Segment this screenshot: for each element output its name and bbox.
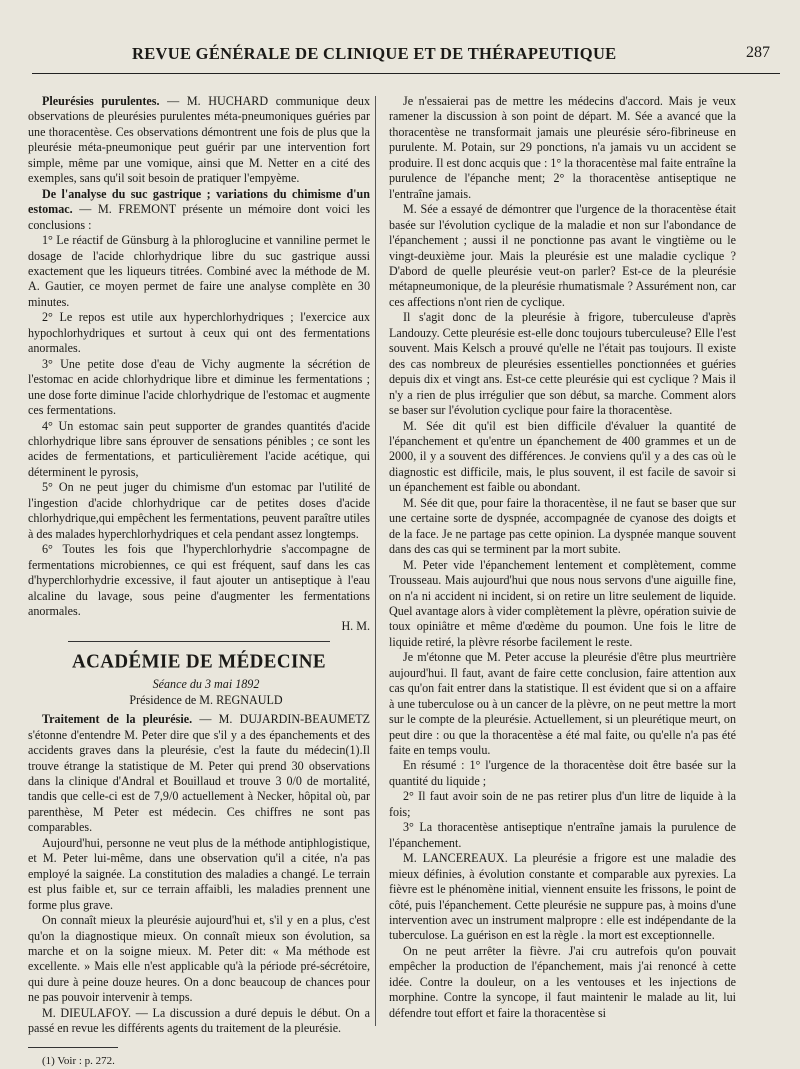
paragraph-r5: M. Sée dit que, pour faire la thoracentèse, il ne faut se baser que sur une certaine sorte de dyspnée, accompagnée de cyanose des doigts et de la face. Je ne partage pas cette opinion. La dyspnée manque souvent dans des cas qui se terminent par la mort subite.	[389, 495, 736, 557]
page-header	[32, 40, 780, 70]
right-column	[389, 94, 736, 1021]
conclusion-2: 2° Le repos est utile aux hyperchlorhydriques ; l'exercice aux hypochlorhydriques et surtout à ceux qui ont des fermentations anormales.	[28, 310, 370, 356]
run-in-heading: De l'analyse du suc gastrique ; variations du chimisme d'un estomac.	[28, 186, 370, 217]
paragraph-4: Aujourd'hui, personne ne veut plus de la méthode antiphlogistique, et M. Peter lui-même, dans une observation qu'il a citée, n'a pas employé la saignée. La constitution des maladies a changé. Le terrain est plus faible et, sur ce terrain affaibli, les maladies prennent une forme plus grave.	[28, 835, 370, 912]
section-title: ACADÉMIE DE MÉDECINE	[72, 650, 326, 673]
running-title: REVUE GÉNÉRALE DE CLINIQUE ET DE THÉRAPEUTIQUE	[132, 44, 617, 63]
author-signature: H. M.	[341, 619, 370, 634]
paragraph-r11: M. LANCEREAUX. La pleurésie a frigore est une maladie des mieux définies, à évolution constante et comparable aux pyrexies. La fièvre est le phénomène initial, viennent ensuite les frissons, le point de côté, puis l'épanchement. Cette pleurésie ne suppure pas, à moins d'une intervention avec un instrument malpropre : elle est indépendante de la tuberculose. La guérison en est la règle . la mort est exceptionnelle.	[389, 851, 736, 943]
conclusion-1: 1° Le réactif de Günsburg à la phloroglucine et vanniline permet le dosage de l'acide chlorhydrique libre du suc gastrique aussi exactement que les liqueurs titrées. Combiné avec la méthode de M. A. Gautier, ce moyen permet de faire une analyse complète en 30 minutes.	[28, 233, 370, 309]
paragraph-6: M. DIEULAFOY. — La discussion a duré depuis le début. On a passé en revue les différents agents du traitement de la pleurésie.	[28, 1005, 370, 1036]
footnote: (1) Voir : p. 272.	[42, 1054, 115, 1067]
header-rule	[32, 73, 780, 74]
page-number: 287	[746, 44, 770, 61]
footnote-rule	[28, 1047, 118, 1048]
paragraph-purulent-pleurisy: Pleurésies purulentes. — M. HUCHARD communique deux observations de pleurésies purulentes méta-pneumoniques guéries par une thoracentèse. Ces observations démontrent une fois de plus que la pleurésie méta-pneumonique peut guérir par une intervention fort simple, même par une vomique, ainsi que M. Netter en a cité des exemples, sans qu'il soit besoin de pratiquer l'empyème.	[28, 94, 370, 186]
paragraph-r12: On ne peut arrêter la fièvre. J'ai cru autrefois qu'on pouvait empêcher la production de l'épanchement, mais j'ai renoncé à cette idée. Contre la douleur, on a les ventouses et les injections de morphine. Contre la syncope, il faut maintenir le malade au lit, lui défendre tout effort et faire la thoracentèse si	[389, 943, 736, 1020]
run-in-heading: Traitement de la pleurésie.	[42, 712, 193, 727]
paragraph-gastric-analysis: De l'analyse du suc gastrique ; variations du chimisme d'un estomac. — M. FREMONT présente un mémoire dont voici les conclusions :	[28, 186, 370, 232]
left-column	[28, 94, 370, 1069]
paragraph-r2: M. Sée a essayé de démontrer que l'urgence de la thoracentèse était basée sur l'évolution cyclique de la maladie et non sur l'abondance de l'épanchement ; aussi il ne ponctionne pas avant le vingtième ou le vingt-deuxième jour. Mais la pleurésie est une maladie cyclique ? D'abord de quelle pleurésie veut-on parler? Est-ce de la pleurésie métapneumonique, de la pleurésie rhumatismale ? Assurément non, car ces affections n'ont rien de cyclique.	[389, 202, 736, 309]
run-in-heading: Pleurésies purulentes.	[42, 94, 160, 108]
session-date: Séance du 3 mai 1892	[152, 677, 260, 692]
paragraph-r8: En résumé : 1° l'urgence de la thoracentèse doit être basée sur la quantité du liquide ;	[389, 758, 736, 788]
conclusion-5: 5° On ne peut juger du chimisme d'un estomac par l'utilité de l'ingestion d'acide chlorhydrique car de petites doses d'acide chlorhydrique,qui empêchent les fermentations, peuvent paraître utiles à des malades hyperchlorhydriques et cela pendant assez longtemps.	[28, 480, 370, 541]
conclusion-3: 3° Une petite dose d'eau de Vichy augmente la sécrétion de l'estomac en acide chlorhydrique libre et diminue les fermentations ; une dose forte diminue l'acide chlorhydrique de l'estomac et augmente ces fermentations.	[28, 356, 370, 418]
paragraph-r10: 3° La thoracentèse antiseptique n'entraîne jamais la purulence de l'épanchement.	[389, 820, 736, 850]
conclusion-6: 6° Toutes les fois que l'hyperchlorhydrie s'accompagne de fermentations microbiennes, ce qui est fréquent, sauf dans les cas d'hyperchlorhydrie excessive, il faut ajouter un antiseptique à l'eau alcaline du lavage, sous peine d'augmenter les fermentations anormales.	[28, 542, 370, 618]
presidence: Présidence de M. REGNAULD	[129, 692, 283, 707]
paragraph-r6: M. Peter vide l'épanchement lentement et complètement, comme Trousseau. Mais aujourd'hui que nous nous servons d'une aiguille fine, on n'a ni accident ni incident, si on retire un litre seulement de liquide. Quel avantage alors à vider complètement la plèvre, opération suivie de toux opiniâtre et même d'œdème du poumon. Une fois le litre de liquide retiré, la plèvre résorbe facilement le reste.	[389, 557, 736, 649]
section-rule	[68, 641, 330, 642]
paragraph-r1: Je n'essaierai pas de mettre les médecins d'accord. Mais je veux ramener la discussion à son point de départ. M. Sée a avancé que la thoracentèse ne transformait jamais une pleurésie séro-fibrineuse en purulente. M. Potain, sur 29 ponctions, n'a jamais vu un accident se produire. Il est donc acquis que : 1° la thoracentèse mal faite entraîne la purulence de l'épanche ment; 2° la thoracentèse antiseptique ne l'entraîne jamais.	[389, 94, 736, 201]
conclusion-4: 4° Un estomac sain peut supporter de grandes quantités d'acide chlorhydrique libre sans éprouver de sensations pénibles ; ce sont les acides de fermentations, et particulièrement l'acide acétique, qui déterminent le pyrosis,	[28, 418, 370, 479]
paragraph-pleurisy-treatment: Traitement de la pleurésie. — M. DUJARDIN-BEAUMETZ s'étonne d'entendre M. Peter dire que s'il y a des épanchements et des accidents graves dans la pleurésie, c'est la faute du médecin(1).Il trouve étrange la statistique de M. Peter qui prend 30 observations dans la clinique d'Andral et Bouillaud et trouve 3 0/0 de mortalité, tandis que celle-ci est de 7,9/0 actuellement à Necker, hôpital où, par parenthèse, M Peter est médecin. Ces chiffres ne sont pas comparables.	[28, 712, 370, 835]
paragraph-r3: Il s'agit donc de la pleurésie à frigore, tuberculeuse d'après Landouzy. Cette pleurésie est-elle donc toujours tuberculeuse? Elle l'est souvent. Mais Kelsch a prouvé qu'elle ne l'était pas toujours. Il existe des cas nombreux de pleurésies essentielles ponctionnées et guéries depuis dix et vingt ans. Est-ce cette pleurésie qui est cyclique ? Mais il n'y a rien de plus irrégulier que son début, sa marche. Comment alors se baser sur l'évolution cyclique pour faire la thoracentèse.	[389, 310, 736, 418]
paragraph-5: On connaît mieux la pleurésie aujourd'hui et, s'il y en a plus, c'est qu'on la diagnostique mieux. On connaît mieux son évolution, sa marche et on la soigne mieux. M. Peter dit: « Ma méthode est excellente. » Mais elle n'est applicable qu'à la période pré-sécrétoire, qui dure à peine douze heures. On a donc beaucoup de chances pour ne pas pouvoir intervenir à temps.	[28, 913, 370, 1005]
paragraph-r7: Je m'étonne que M. Peter accuse la pleurésie d'être plus meurtrière aujourd'hui. Il faut, avant de faire cette conclusion, faire attention aux cas qu'on fait entrer dans la statistique. Il est évident que si on a affaire à une tuberculose ou à un cancer de la plèvre, on ne peut mettre la mort sur le compte de la pleurésie. Actuellement, si un pleurétique meurt, on peut dire : ou que la thoracentèse a été mal faite, ou qu'elle n'a pas été faite en temps voulu.	[389, 650, 736, 758]
paragraph-r9: 2° Il faut avoir soin de ne pas retirer plus d'un litre de liquide à la fois;	[389, 789, 736, 819]
column-divider	[375, 96, 376, 1026]
paragraph-r4: M. Sée dit qu'il est bien difficile d'évaluer la quantité de l'épanchement et qu'entre un épanchement de 400 grammes et un de 2000, il y a souvent des différences. Je conviens qu'il y a des cas où le diagnostic est difficile, mais, le plus souvent, il est facile de savoir si un épanchement est faible ou abondant.	[389, 418, 736, 495]
